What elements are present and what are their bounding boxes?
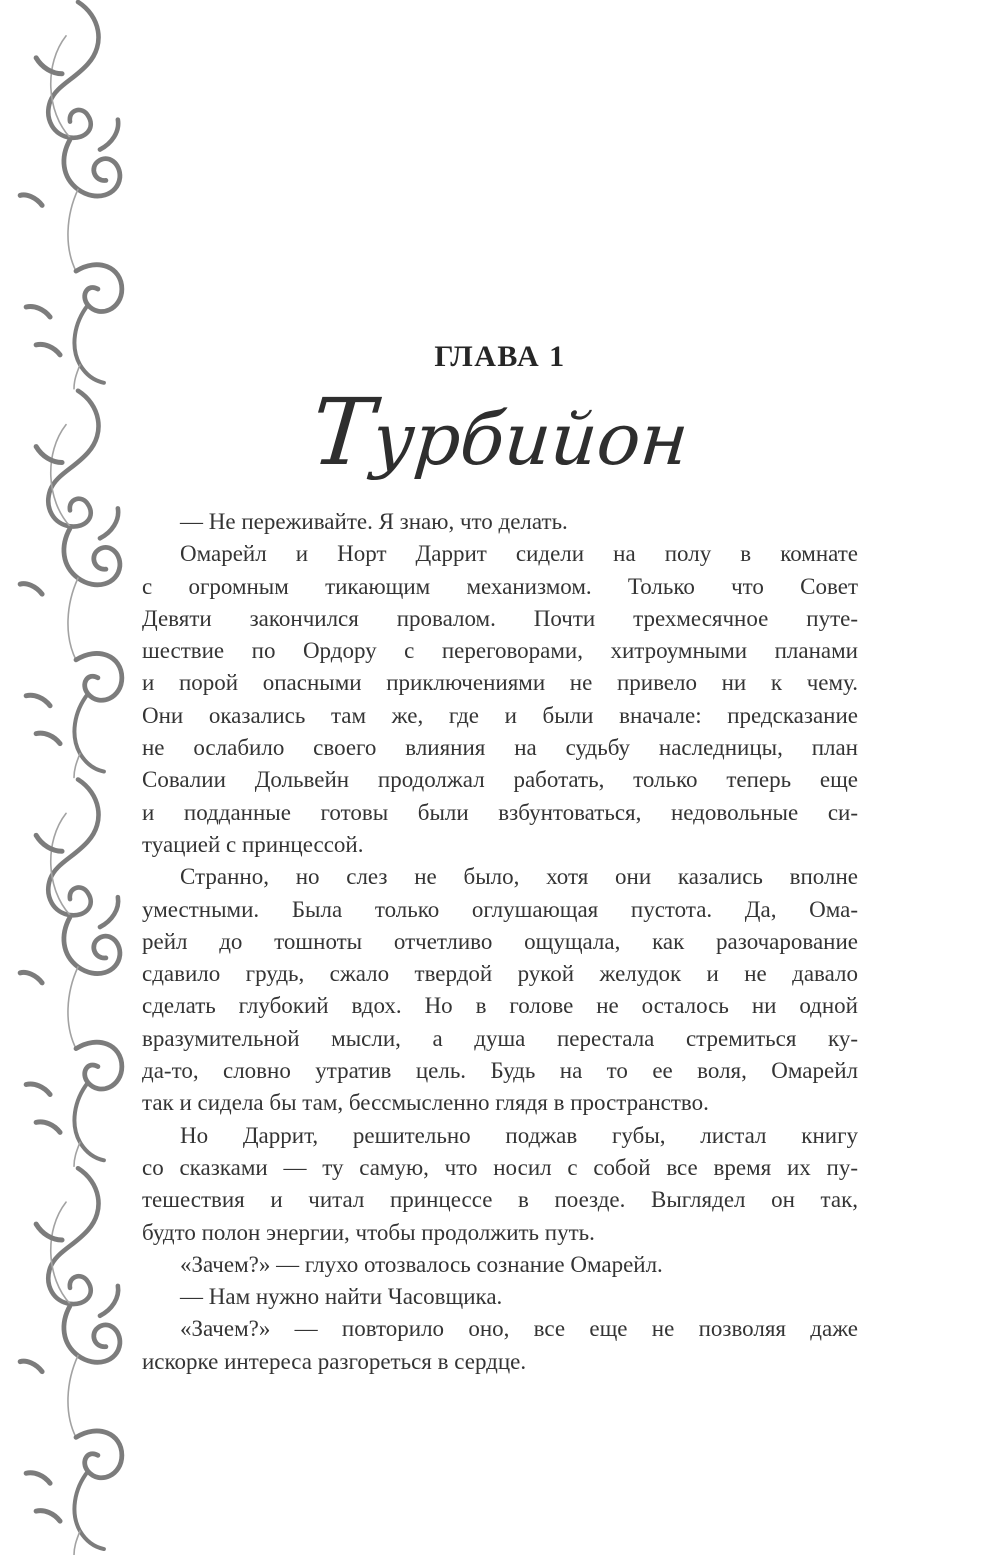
paragraph bbox=[142, 538, 858, 861]
text-line: «Зачем?» — глухо отозвалось сознание Омарейл. bbox=[180, 1251, 663, 1277]
text-line: Странно, но слез не было, хотя они казались вполне bbox=[180, 864, 858, 890]
text-line: Совалии Дольвейн продолжал работать, только теперь еще bbox=[142, 767, 858, 793]
text-line: вразумительной мысли, а душа перестала стремиться ку- bbox=[142, 1025, 858, 1051]
chapter-heading: ГЛАВА 1 bbox=[434, 340, 566, 373]
text-line: Омарейл и Норт Даррит сидели на полу в комнате bbox=[180, 541, 858, 567]
text-line: «Зачем?» — повторило оно, все еще не позволяя даже bbox=[180, 1316, 858, 1342]
text-line: туацией с принцессой. bbox=[142, 831, 364, 857]
text-line: Они оказались там же, где и были вначале: предсказание bbox=[142, 702, 858, 728]
text-line: будто полон энергии, чтобы продолжить путь. bbox=[142, 1219, 595, 1245]
text-line: шествие по Ордору с переговорами, хитроумными планами bbox=[142, 638, 858, 664]
text-line: не ослабило своего влияния на судьбу наследницы, план bbox=[142, 735, 858, 761]
text-line: — Не переживайте. Я знаю, что делать. bbox=[180, 509, 568, 534]
text-line: тешествия и читал принцессе в поезде. Выглядел он так, bbox=[142, 1187, 858, 1213]
text-line: и порой опасными приключениями не привело ни к чему. bbox=[142, 670, 858, 696]
text-line: сделать глубокий вдох. Но в голове не осталось ни одной bbox=[142, 993, 858, 1019]
text-line: сдавило грудь, сжало твердой рукой желудок и не давало bbox=[142, 961, 858, 987]
text-line: да-то, словно утратив цель. Будь на то ее воля, Омарейл bbox=[142, 1058, 858, 1084]
text-line: искорке интереса разгореться в сердце. bbox=[142, 1348, 527, 1374]
paragraph bbox=[142, 1313, 858, 1378]
text-line: — Нам нужно найти Часовщика. bbox=[180, 1284, 503, 1310]
paragraph bbox=[142, 1281, 858, 1313]
text-line: Но Даррит, решительно поджав губы, листал книгу bbox=[180, 1122, 858, 1148]
page-content bbox=[142, 0, 858, 1555]
text-line: уместными. Была только оглушающая пустота. Да, Ома- bbox=[142, 896, 858, 922]
chapter-title-calligraphy: Турбийон bbox=[307, 378, 692, 486]
text-line: так и сидела бы там, бессмысленно глядя в пространство. bbox=[142, 1090, 709, 1116]
paragraph bbox=[142, 861, 858, 1119]
paragraph bbox=[142, 506, 858, 538]
paragraph bbox=[142, 1120, 858, 1249]
body-text bbox=[142, 506, 858, 1378]
text-line: со сказками — ту самую, что носил с собой все время их пу- bbox=[142, 1154, 858, 1180]
text-line: рейл до тошноты отчетливо ощущала, как разочарование bbox=[142, 928, 858, 954]
floral-flourish-border-ornament bbox=[16, 0, 134, 1555]
text-line: Девяти закончился провалом. Почти трехмесячное путе- bbox=[142, 605, 858, 631]
text-line: и подданные готовы были взбунтоваться, недовольные си- bbox=[142, 799, 858, 825]
text-line: с огромным тикающим механизмом. Только что Совет bbox=[142, 573, 858, 599]
paragraph bbox=[142, 1249, 858, 1281]
